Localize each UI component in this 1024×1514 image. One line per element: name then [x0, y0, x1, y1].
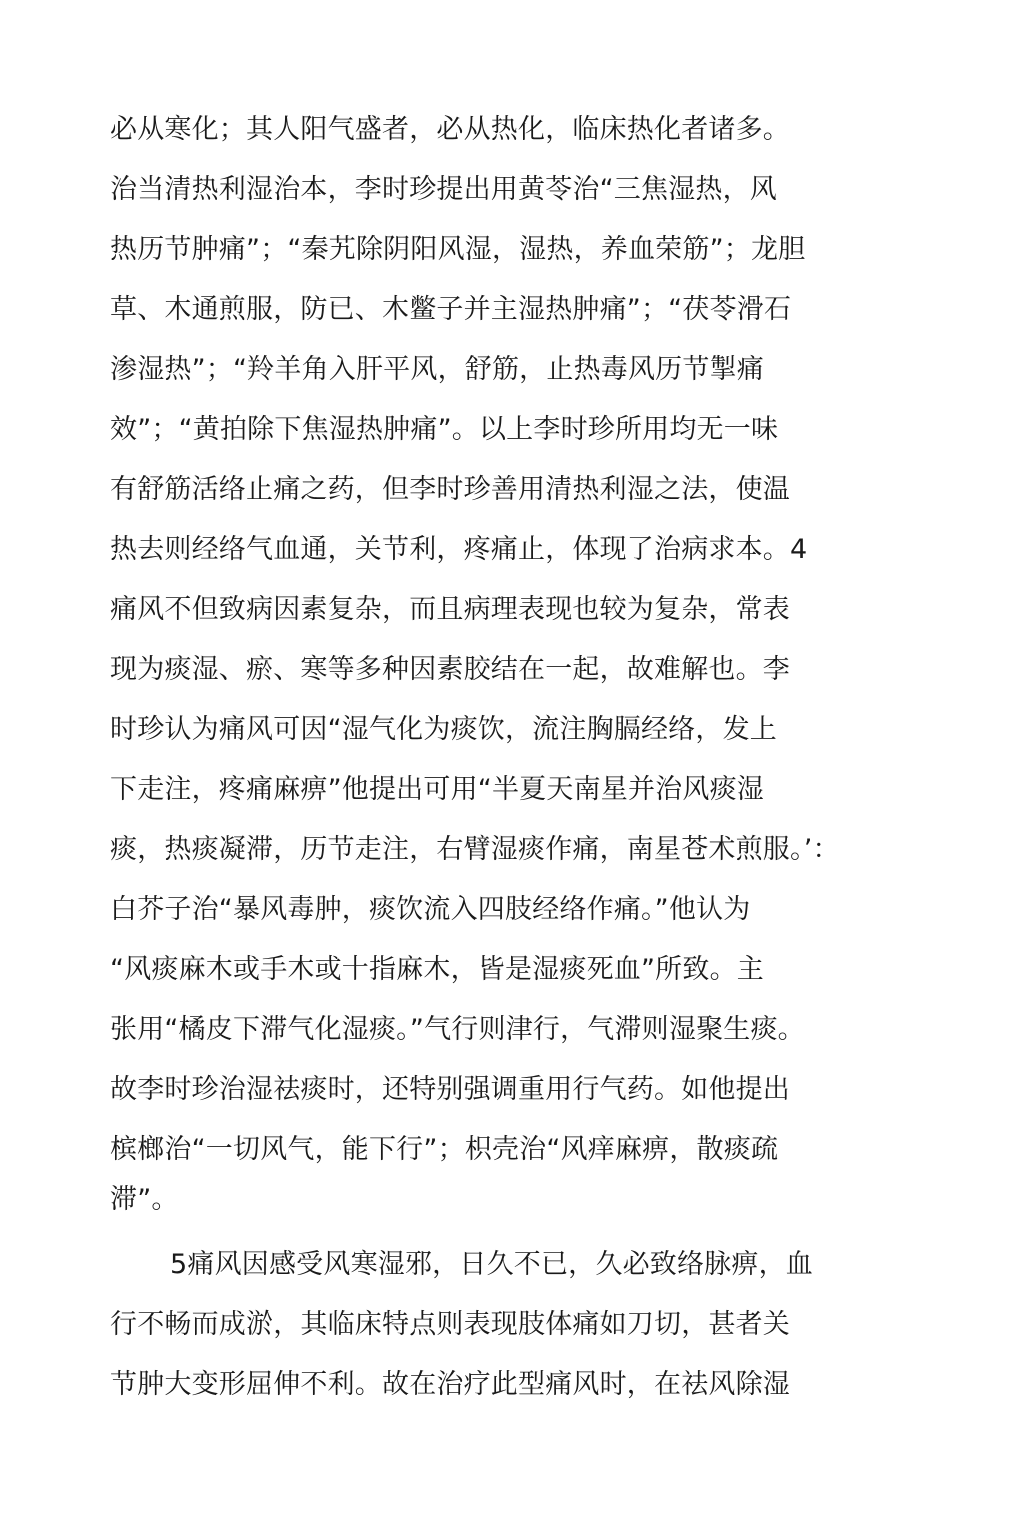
text-line: 张用“橘皮下滞气化湿痰。”气行则津行，气滞则湿聚生痰。 [110, 1014, 805, 1045]
text-line: 热去则经络气血通，关节利，疼痛止，体现了治病求本。4 [110, 534, 808, 565]
text-line: 行不畅而成淤，其临床特点则表现肢体痛如刀切，甚者关 [110, 1309, 790, 1340]
paragraph-start-line: 5痛风因感受风寒湿邪，日久不已，久必致络脉痹，血 [170, 1249, 813, 1280]
text-line: 痛风不但致病因素复杂，而且病理表现也较为复杂，常表 [110, 594, 790, 625]
text-line: 治当清热利湿治本，李时珍提出用黄苓治“三焦湿热，风 [110, 174, 777, 205]
text-line: 痰，热痰凝滞，历节走注，右臂湿痰作痛，南星苍术煎服。’： [110, 834, 840, 865]
text-line: 有舒筋活络止痛之药，但李时珍善用清热利湿之法，使温 [110, 474, 790, 505]
text-line: 草、木通煎服，防已、木鳖子并主湿热肿痛”；“茯苓滑石 [110, 294, 792, 325]
text-line: 渗湿热”；“羚羊角入肝平风，舒筋，止热毒风历节掣痛 [110, 354, 764, 385]
text-line: 热历节肿痛”；“秦艽除阴阳风湿，湿热，养血荣筋”；龙胆 [110, 234, 806, 265]
text-line: 槟榔治“一切风气，能下行”；枳壳治“风痒麻痹，散痰疏 [110, 1134, 779, 1165]
text-line: 节肿大变形屈伸不利。故在治疗此型痛风时，在祛风除湿 [110, 1369, 790, 1400]
text-line: 滞”。 [110, 1184, 179, 1215]
text-line: 现为痰湿、瘀、寒等多种因素胶结在一起，故难解也。李 [110, 654, 790, 685]
text-line: “风痰麻木或手木或十指麻木，皆是湿痰死血”所致。主 [110, 954, 764, 985]
text-line: 故李时珍治湿祛痰时，还特别强调重用行气药。如他提出 [110, 1074, 790, 1105]
text-line: 下走注，疼痛麻痹”他提出可用“半夏天南星并治风痰湿 [110, 774, 764, 805]
text-line: 必从寒化；其人阳气盛者，必从热化，临床热化者诸多。 [110, 114, 790, 145]
text-line: 时珍认为痛风可因“湿气化为痰饮，流注胸膈经络，发上 [110, 714, 777, 745]
text-line: 白芥子治“暴风毒肿，痰饮流入四肢经络作痛。”他认为 [110, 894, 751, 925]
text-line: 效”；“黄拍除下焦湿热肿痛”。以上李时珍所用均无一味 [110, 414, 779, 445]
